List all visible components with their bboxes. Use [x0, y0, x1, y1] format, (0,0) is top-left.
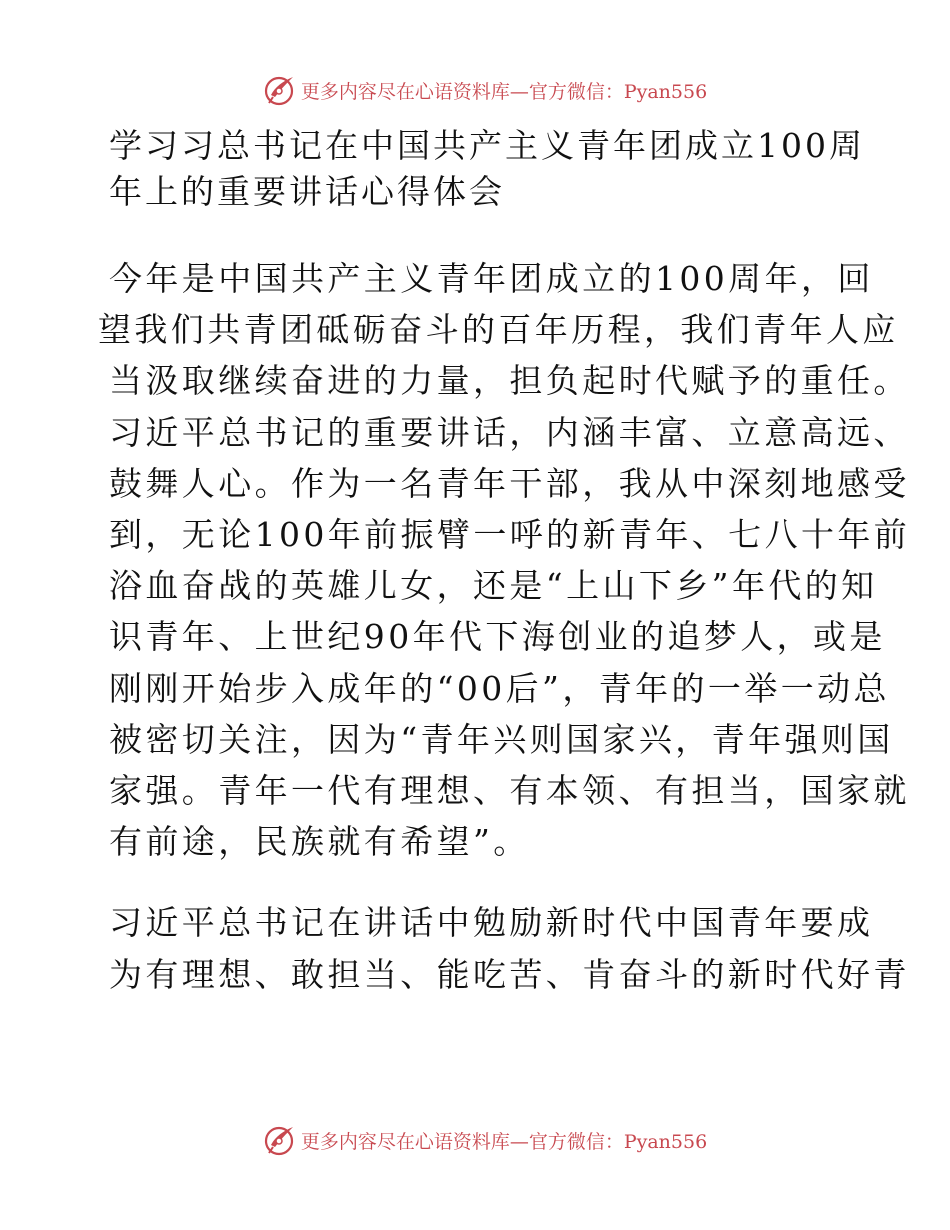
quill-logo-icon: [263, 1123, 297, 1157]
document-body: [98, 123, 911, 1000]
title-line: 学习习总书记在中国共产主义青年团成立100周: [109, 126, 865, 165]
banner-text: 更多内容尽在心语资料库—官方微信：Pyan556: [300, 1130, 708, 1153]
paragraph-line: 浴血奋战的英雄儿女，还是“上山下乡”年代的知: [109, 566, 878, 606]
paragraph-line: 习近平总书记的重要讲话，内涵丰富、立意高远、: [109, 412, 910, 452]
paragraph-line: 为有理想、敢担当、能吃苦、肯奋斗的新时代好青: [109, 954, 910, 994]
title-line: 年上的重要讲话心得体会: [109, 172, 505, 211]
paragraph-2: [98, 897, 910, 999]
paragraph-line: 当汲取继续奋进的力量，担负起时代赋予的重任。: [109, 361, 910, 401]
quill-logo-icon: [263, 73, 297, 107]
paragraph-line: 被密切关注，因为“青年兴则国家兴，青年强则国: [109, 719, 894, 759]
paragraph-line: 有前途，民族就有希望”。: [109, 822, 530, 862]
paragraph-line: 望我们共青团砥砺奋斗的百年历程，我们青年人应: [98, 310, 899, 350]
document-title: [98, 123, 865, 215]
paragraph-line: 识青年、上世纪90年代下海创业的追梦人，或是: [109, 617, 886, 657]
header-banner: [0, 70, 950, 110]
paragraph-line: 家强。青年一代有理想、有本领、有担当，国家就: [109, 771, 910, 811]
banner-text: 更多内容尽在心语资料库—官方微信：Pyan556: [300, 80, 708, 103]
paragraph-line: 今年是中国共产主义青年团成立的100周年，回: [109, 259, 874, 298]
paragraph-line: 刚刚开始步入成年的“00后”，青年的一举一动总: [109, 668, 890, 708]
paragraph-1: [98, 253, 911, 867]
paragraph-line: 到，无论100年前振臂一呼的新青年、七八十年前: [109, 515, 911, 555]
paragraph-line: 鼓舞人心。作为一名青年干部，我从中深刻地感受: [109, 463, 910, 503]
footer-banner: [0, 1120, 950, 1160]
paragraph-line: 习近平总书记在讲话中勉励新时代中国青年要成: [109, 903, 874, 943]
